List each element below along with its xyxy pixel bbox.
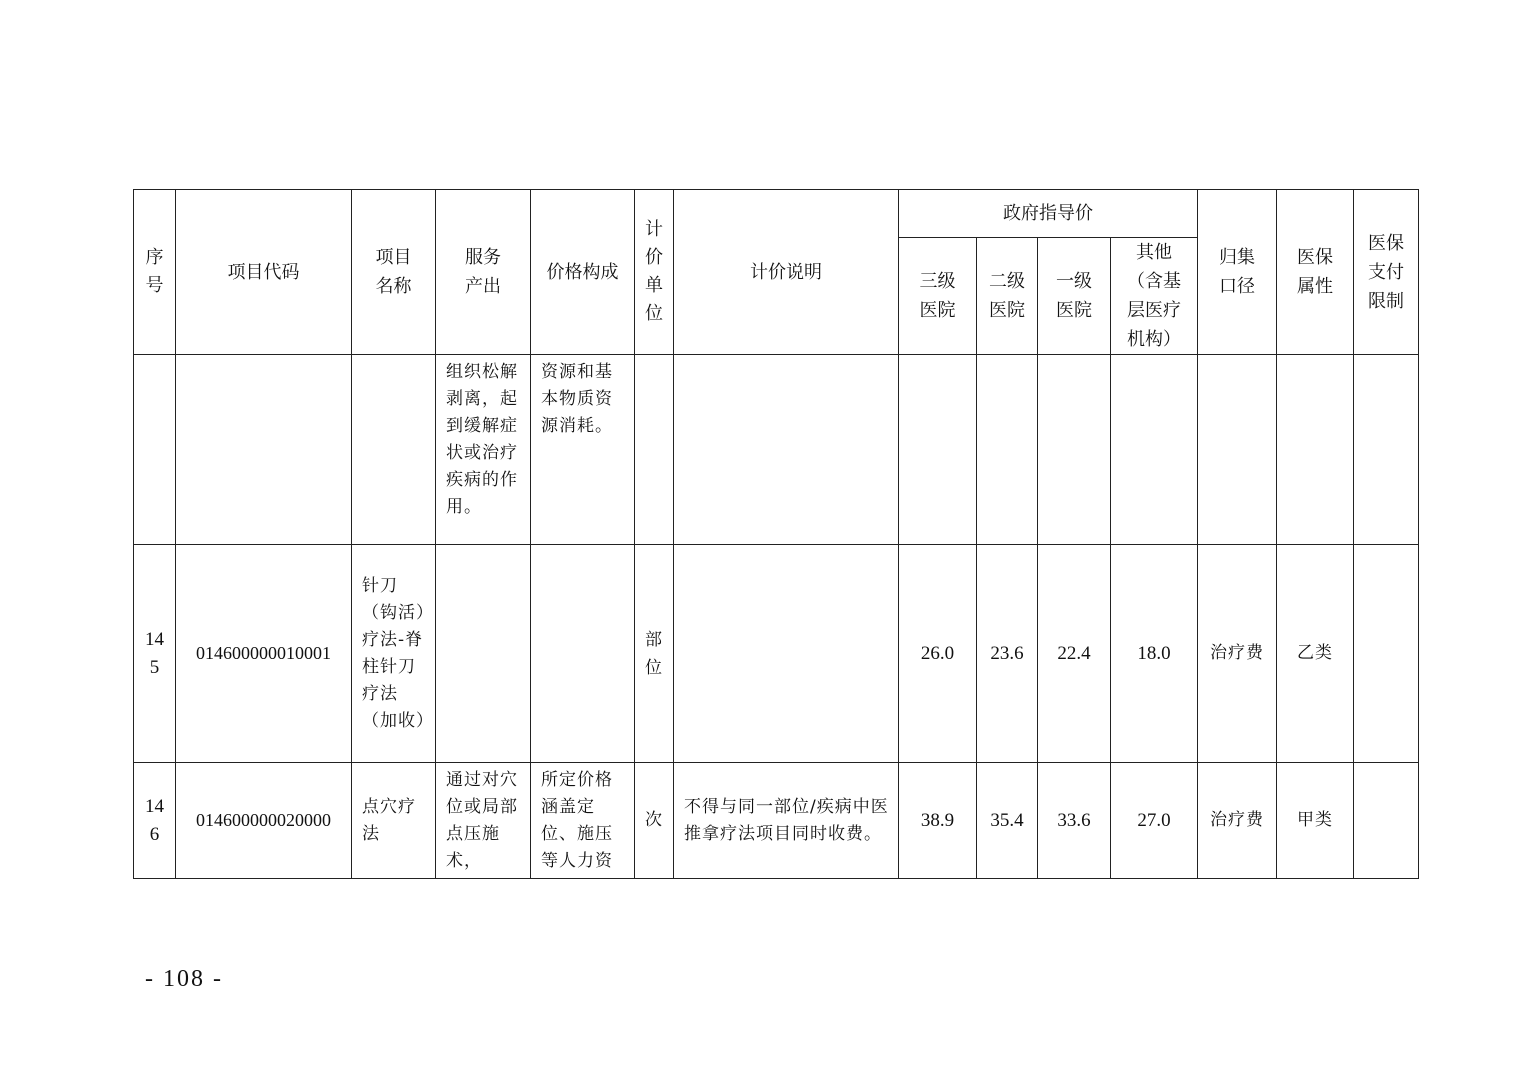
cell-seq xyxy=(134,355,176,545)
header-other: 其他（含基层医疗机构） xyxy=(1111,238,1198,355)
header-row-top xyxy=(134,190,1419,238)
cell-limit xyxy=(1354,763,1419,879)
cell-composition: 资源和基本物质资源消耗。 xyxy=(531,355,635,545)
cell-name xyxy=(352,355,436,545)
cell-level2: 35.4 xyxy=(977,763,1038,879)
cell-insurance xyxy=(1277,355,1354,545)
header-code: 项目代码 xyxy=(176,190,352,355)
cell-insurance: 甲类 xyxy=(1277,763,1354,879)
cell-level1: 33.6 xyxy=(1038,763,1111,879)
cell-insurance: 乙类 xyxy=(1277,545,1354,763)
cell-other xyxy=(1111,355,1198,545)
cell-level1: 22.4 xyxy=(1038,545,1111,763)
header-gov-price: 政府指导价 xyxy=(899,190,1198,238)
header-category: 归集口径 xyxy=(1198,190,1277,355)
cell-category: 治疗费 xyxy=(1198,545,1277,763)
cell-note xyxy=(674,545,899,763)
cell-output: 组织松解剥离，起到缓解症状或治疗疾病的作用。 xyxy=(436,355,531,545)
cell-level3: 38.9 xyxy=(899,763,977,879)
header-seq: 序号 xyxy=(134,190,176,355)
cell-code: 014600000020000 xyxy=(176,763,352,879)
header-name: 项目名称 xyxy=(352,190,436,355)
cell-output xyxy=(436,545,531,763)
cell-other: 18.0 xyxy=(1111,545,1198,763)
cell-note xyxy=(674,355,899,545)
header-level3: 三级医院 xyxy=(899,238,977,355)
table-row xyxy=(134,763,1419,879)
cell-unit xyxy=(635,355,674,545)
cell-composition: 所定价格涵盖定位、施压等人力资 xyxy=(531,763,635,879)
cell-seq: 146 xyxy=(134,763,176,879)
header-level1: 一级医院 xyxy=(1038,238,1111,355)
header-limit: 医保支付限制 xyxy=(1354,190,1419,355)
header-composition: 价格构成 xyxy=(531,190,635,355)
cell-output: 通过对穴位或局部点压施术， xyxy=(436,763,531,879)
cell-code xyxy=(176,355,352,545)
cell-level3: 26.0 xyxy=(899,545,977,763)
cell-level1 xyxy=(1038,355,1111,545)
header-level2: 二级医院 xyxy=(977,238,1038,355)
cell-level3 xyxy=(899,355,977,545)
pricing-table xyxy=(133,189,1419,879)
header-output: 服务产出 xyxy=(436,190,531,355)
cell-level2 xyxy=(977,355,1038,545)
cell-unit: 次 xyxy=(635,763,674,879)
header-insurance: 医保属性 xyxy=(1277,190,1354,355)
cell-category: 治疗费 xyxy=(1198,763,1277,879)
cell-other: 27.0 xyxy=(1111,763,1198,879)
cell-composition xyxy=(531,545,635,763)
page-number: - 108 - xyxy=(145,966,223,992)
header-unit: 计价单位 xyxy=(635,190,674,355)
table-row xyxy=(134,545,1419,763)
cell-seq: 145 xyxy=(134,545,176,763)
cell-level2: 23.6 xyxy=(977,545,1038,763)
header-note: 计价说明 xyxy=(674,190,899,355)
cell-limit xyxy=(1354,545,1419,763)
cell-unit: 部位 xyxy=(635,545,674,763)
table-row xyxy=(134,355,1419,545)
cell-name: 点穴疗法 xyxy=(352,763,436,879)
cell-category xyxy=(1198,355,1277,545)
cell-limit xyxy=(1354,355,1419,545)
cell-note: 不得与同一部位/疾病中医推拿疗法项目同时收费。 xyxy=(674,763,899,879)
cell-code: 014600000010001 xyxy=(176,545,352,763)
cell-name: 针刀（钩活）疗法-脊柱针刀疗法（加收） xyxy=(352,545,436,763)
